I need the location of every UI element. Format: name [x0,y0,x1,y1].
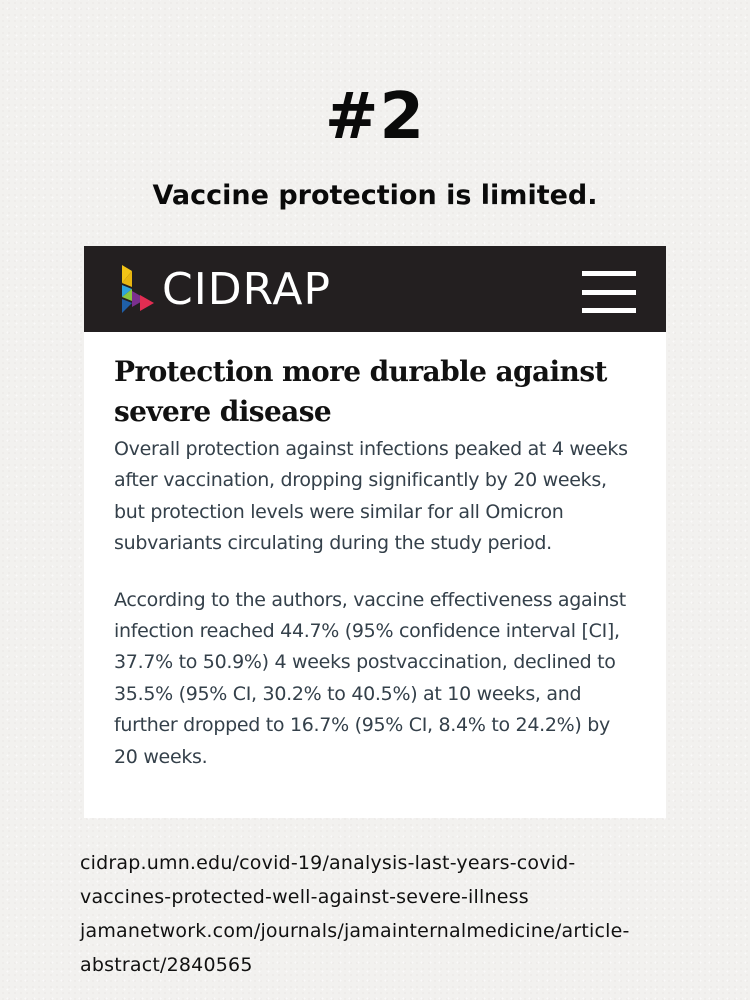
cidrap-logo[interactable] [114,254,331,324]
source-links [80,846,700,982]
source-line: vaccines-protected-well-against-severe-illness [80,886,529,908]
logo-text: CIDRAP [162,263,332,315]
article-paragraph: According to the authors, vaccine effectiveness against infection reached 44.7% (95% confidence interval [CI], 37.7% to 50.9%) 4 weeks postvaccination, declined to 35.5% (95% CI, 30.2% to 40.5%) at 10 weeks, and further dropped to 16.7% (95% CI, 8.4% to 24.2%) by 20 weeks. [114,588,626,768]
slide-number: #2 [324,80,426,154]
hamburger-menu-icon[interactable] [582,271,636,313]
slide-heading: Vaccine protection is limited. [152,180,598,211]
site-header [84,246,666,332]
article-screenshot-card [84,246,666,818]
source-line: abstract/2840565 [80,954,253,976]
article-paragraph: Overall protection against infections peaked at 4 weeks after vaccination, dropping significantly by 20 weeks, but protection levels were similar for all Omicron subvariants circulating during the study period. [114,438,628,555]
article-title: Protection more durable against severe disease [114,355,607,428]
source-line: jamanetwork.com/journals/jamainternalmedicine/article- [80,920,630,942]
cidrap-logo-mark-icon [114,261,158,317]
article-body [84,434,666,773]
source-line: cidrap.umn.edu/covid-19/analysis-last-years-covid- [80,852,576,874]
